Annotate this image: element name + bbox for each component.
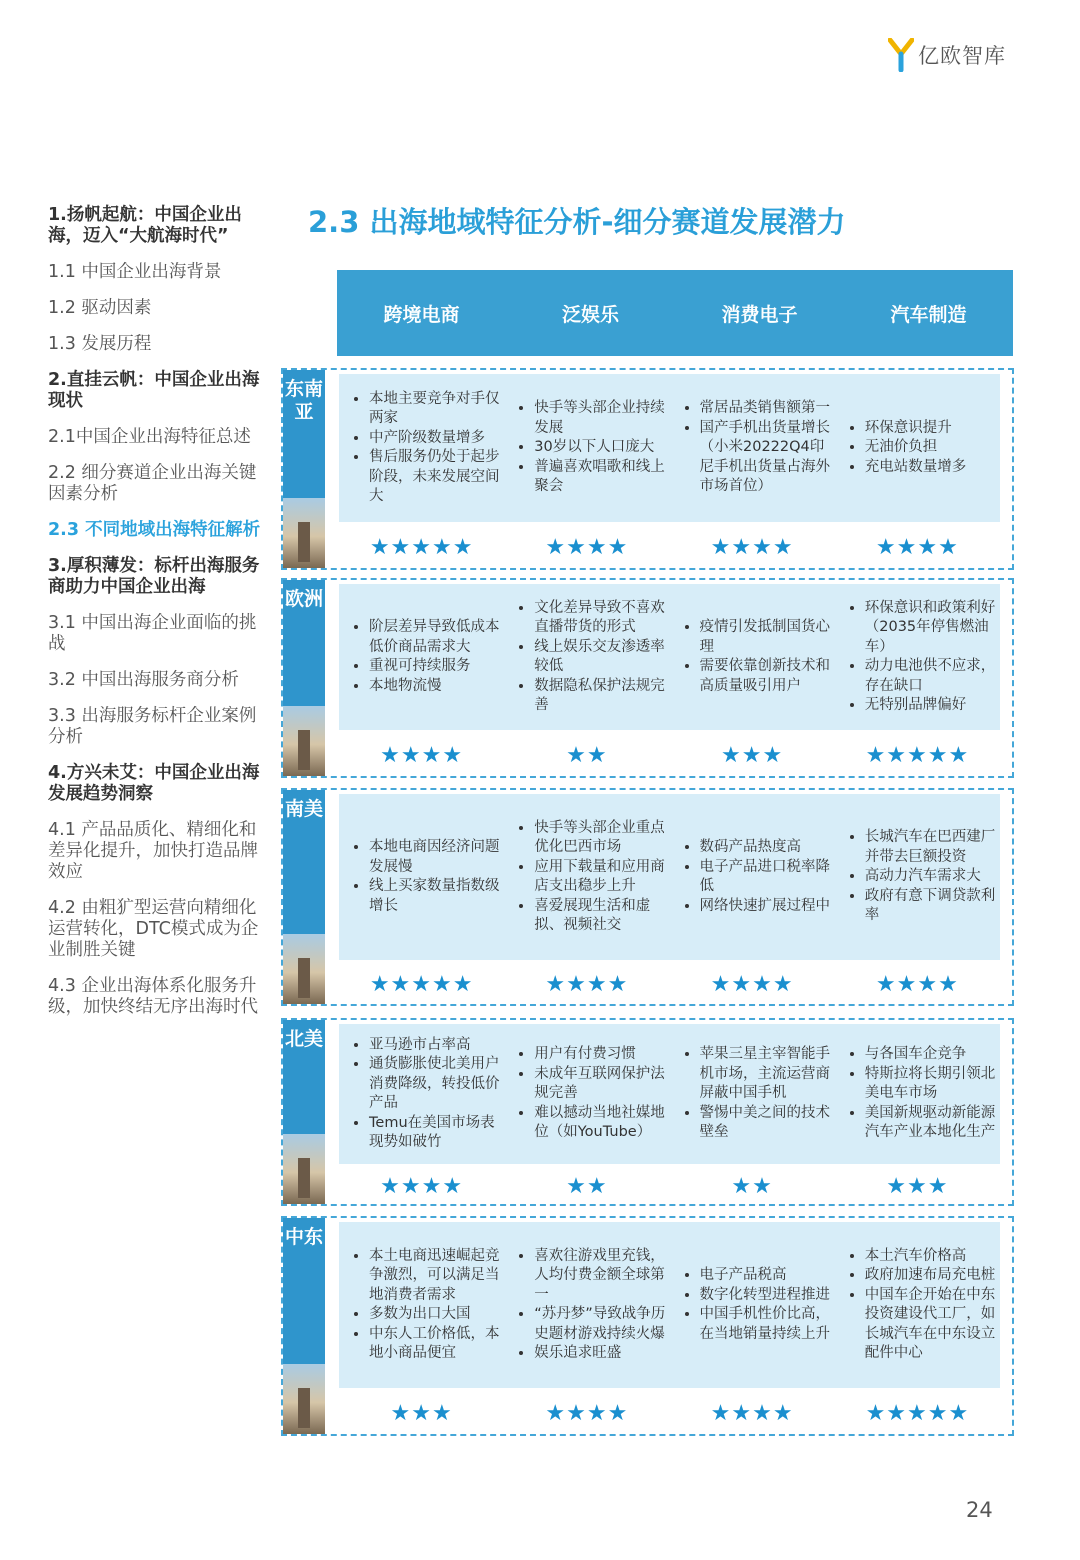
star-rating: ★★★★ bbox=[710, 1400, 794, 1426]
column-header: 跨境电商 bbox=[383, 303, 460, 326]
page-title: 2.3 出海地域特征分析-细分赛道发展潜力 bbox=[308, 205, 846, 239]
feature-bullet: • 中产阶级数量增多 bbox=[369, 429, 500, 449]
toc-item[interactable]: 2.3 不同地域出海特征解析 bbox=[48, 520, 261, 540]
feature-cell bbox=[339, 584, 504, 730]
rating-row bbox=[339, 526, 1000, 568]
table-of-contents bbox=[48, 205, 263, 1033]
star-rating: ★★★ bbox=[886, 1173, 949, 1199]
brand-logo bbox=[888, 38, 1006, 72]
feature-cell bbox=[670, 584, 835, 730]
toc-item[interactable]: 1.扬帆起航：中国企业出海，迈入“大航海时代” bbox=[48, 205, 242, 246]
toc-item[interactable]: 4.方兴未艾：中国企业出海发展趋势洞察 bbox=[48, 763, 260, 804]
feature-cell bbox=[339, 1024, 504, 1164]
feature-bullet: • 中国手机性价比高，在当地销量持续上升 bbox=[700, 1305, 831, 1344]
region-block bbox=[281, 788, 1014, 1006]
region-label bbox=[283, 790, 325, 1004]
toc-item[interactable]: 3.3 出海服务标杆企业案例分析 bbox=[48, 706, 257, 747]
feature-cell bbox=[835, 584, 1000, 730]
feature-bullet: • 难以撼动当地社媒地位（如YouTube） bbox=[534, 1104, 665, 1143]
feature-bullet: • 与各国车企竞争 bbox=[865, 1045, 996, 1065]
feature-cell bbox=[504, 584, 669, 730]
feature-cell bbox=[835, 1024, 1000, 1164]
star-rating: ★★ bbox=[566, 742, 608, 768]
toc-item[interactable]: 3.1 中国出海企业面临的挑战 bbox=[48, 613, 257, 654]
feature-bullet: • 通货膨胀使北美用户消费降级，转投低价产品 bbox=[369, 1055, 500, 1114]
feature-bullet: • 快手等头部企业重点优化巴西市场 bbox=[534, 819, 665, 858]
feature-bullet: • 30岁以下人口庞大 bbox=[534, 438, 665, 458]
feature-bullet: • 数字化转型进程推进 bbox=[700, 1286, 831, 1306]
star-rating: ★★★★★ bbox=[865, 1400, 970, 1426]
feature-bullet: • “苏丹梦”导致战争历史题材游戏持续火爆 bbox=[534, 1305, 665, 1344]
feature-bullet: • 喜爱展现生活和虚拟、视频社交 bbox=[534, 897, 665, 936]
feature-bullet: • 中东人工价格低，本地小商品便宜 bbox=[369, 1325, 500, 1364]
feature-bullet: • 快手等头部企业持续发展 bbox=[534, 399, 665, 438]
feature-bullet: • 无油价负担 bbox=[865, 438, 967, 458]
region-name: 南美 bbox=[284, 798, 323, 820]
feature-bullet: • 本土电商迅速崛起竞争激烈，可以满足当地消费者需求 bbox=[369, 1247, 500, 1306]
feature-cell bbox=[339, 1222, 504, 1388]
feature-cell bbox=[504, 794, 669, 960]
feature-cell bbox=[670, 374, 835, 522]
feature-bullet: • 本土汽车价格高 bbox=[865, 1247, 996, 1267]
feature-bullet: • 中国车企开始在中东投资建设代工厂，如长城汽车在中东设立配件中心 bbox=[865, 1286, 996, 1364]
feature-cell bbox=[670, 794, 835, 960]
feature-bullet: • 充电站数量增多 bbox=[865, 458, 967, 478]
feature-bullet: • 喜欢往游戏里充钱，人均付费金额全球第一 bbox=[534, 1247, 665, 1306]
star-rating: ★★ bbox=[566, 1173, 608, 1199]
toc-item[interactable]: 3.2 中国出海服务商分析 bbox=[48, 670, 239, 690]
region-name: 东南亚 bbox=[284, 378, 323, 423]
landmark-image bbox=[283, 706, 325, 776]
star-rating: ★★★★★ bbox=[865, 742, 970, 768]
region-name: 中东 bbox=[284, 1226, 323, 1248]
feature-cell bbox=[339, 794, 504, 960]
feature-bullet: • 重视可持续服务 bbox=[369, 657, 500, 677]
logo-mark-icon bbox=[888, 38, 914, 72]
star-rating: ★★★★ bbox=[710, 534, 794, 560]
toc-item[interactable]: 4.2 由粗犷型运营向精细化运营转化，DTC模式成为企业制胜关键 bbox=[48, 898, 259, 960]
feature-bullet: • 疫情引发抵制国货心理 bbox=[700, 618, 831, 657]
toc-item[interactable]: 3.厚积薄发：标杆出海服务商助力中国企业出海 bbox=[48, 556, 260, 597]
feature-bullet: • 本地物流慢 bbox=[369, 677, 500, 697]
feature-cell bbox=[339, 374, 504, 522]
region-name: 欧洲 bbox=[284, 588, 323, 610]
feature-bullet: • 警惕中美之间的技术壁垒 bbox=[700, 1104, 831, 1143]
feature-bullet: • 本地主要竞争对手仅两家 bbox=[369, 390, 500, 429]
feature-cell bbox=[504, 1024, 669, 1164]
column-header: 汽车制造 bbox=[890, 303, 967, 326]
feature-cell bbox=[835, 1222, 1000, 1388]
feature-bullet: • 未成年互联网保护法规完善 bbox=[534, 1065, 665, 1104]
feature-bullet: • 电子产品税高 bbox=[700, 1266, 831, 1286]
toc-item[interactable]: 4.1 产品品质化、精细化和差异化提升，加快打造品牌效应 bbox=[48, 820, 258, 882]
feature-bullet: • 多数为出口大国 bbox=[369, 1305, 500, 1325]
star-rating: ★★★ bbox=[390, 1400, 453, 1426]
star-rating: ★★★★ bbox=[875, 971, 959, 997]
feature-bullet: • 特斯拉将长期引领北美电车市场 bbox=[865, 1065, 996, 1104]
star-rating: ★★★★★ bbox=[369, 534, 474, 560]
feature-bullet: • 数据隐私保护法规完善 bbox=[534, 677, 665, 716]
star-rating: ★★ bbox=[731, 1173, 773, 1199]
feature-bullet: • 本地电商因经济问题发展慢 bbox=[369, 838, 500, 877]
region-block bbox=[281, 578, 1014, 778]
feature-bullet: • 电子产品进口税率降低 bbox=[700, 858, 831, 897]
feature-bullet: • 网络快速扩展过程中 bbox=[700, 897, 831, 917]
feature-bullet: • 常居品类销售额第一 bbox=[700, 399, 831, 419]
feature-cell bbox=[835, 374, 1000, 522]
star-rating: ★★★★ bbox=[545, 1400, 629, 1426]
region-content bbox=[339, 584, 1000, 730]
feature-bullet: • 线上买家数量指数级增长 bbox=[369, 877, 500, 916]
landmark-image bbox=[283, 1364, 325, 1434]
feature-bullet: • 应用下载量和应用商店支出稳步上升 bbox=[534, 858, 665, 897]
rating-row bbox=[339, 1168, 1000, 1204]
star-rating: ★★★★ bbox=[380, 742, 464, 768]
feature-cell bbox=[504, 1222, 669, 1388]
toc-item[interactable]: 2.直挂云帆：中国企业出海现状 bbox=[48, 370, 260, 411]
region-content bbox=[339, 794, 1000, 960]
rating-row bbox=[339, 1392, 1000, 1434]
star-rating: ★★★★ bbox=[545, 971, 629, 997]
feature-cell bbox=[504, 374, 669, 522]
rating-row bbox=[339, 734, 1000, 776]
region-block bbox=[281, 1018, 1014, 1206]
feature-bullet: • 线上娱乐交友渗透率较低 bbox=[534, 638, 665, 677]
region-content bbox=[339, 1024, 1000, 1164]
feature-cell bbox=[670, 1024, 835, 1164]
column-header: 消费电子 bbox=[721, 303, 798, 326]
region-label bbox=[283, 1218, 325, 1434]
feature-bullet: • 普遍喜欢唱歌和线上聚会 bbox=[534, 458, 665, 497]
page-number: 24 bbox=[966, 1498, 993, 1522]
feature-bullet: • 环保意识和政策利好（2035年停售燃油车） bbox=[865, 599, 996, 658]
star-rating: ★★★★ bbox=[875, 534, 959, 560]
brand-name: 亿欧智库 bbox=[918, 44, 1006, 68]
star-rating: ★★★★ bbox=[545, 534, 629, 560]
rating-row bbox=[339, 964, 1000, 1004]
feature-bullet: • 娱乐追求旺盛 bbox=[534, 1344, 665, 1364]
feature-bullet: • 售后服务仍处于起步阶段，未来发展空间大 bbox=[369, 448, 500, 507]
region-block bbox=[281, 1216, 1014, 1436]
toc-item[interactable]: 1.2 驱动因素 bbox=[48, 298, 152, 318]
region-name: 北美 bbox=[284, 1028, 323, 1050]
feature-bullet: • 长城汽车在巴西建厂并带去巨额投资 bbox=[865, 828, 996, 867]
landmark-image bbox=[283, 934, 325, 1004]
region-block bbox=[281, 368, 1014, 570]
landmark-image bbox=[283, 498, 325, 568]
feature-bullet: • 美国新规驱动新能源汽车产业本地化生产 bbox=[865, 1104, 996, 1143]
star-rating: ★★★★ bbox=[710, 971, 794, 997]
feature-cell bbox=[835, 794, 1000, 960]
feature-bullet: • 动力电池供不应求，存在缺口 bbox=[865, 657, 996, 696]
feature-bullet: • 亚马逊市占率高 bbox=[369, 1036, 500, 1056]
landmark-image bbox=[283, 1134, 325, 1204]
region-label bbox=[283, 1020, 325, 1204]
feature-cell bbox=[670, 1222, 835, 1388]
toc-item[interactable]: 2.2 细分赛道企业出海关键因素分析 bbox=[48, 463, 257, 504]
toc-item[interactable]: 1.1 中国企业出海背景 bbox=[48, 262, 222, 282]
feature-bullet: • 苹果三星主宰智能手机市场，主流运营商屏蔽中国手机 bbox=[700, 1045, 831, 1104]
star-rating: ★★★★ bbox=[380, 1173, 464, 1199]
region-content bbox=[339, 374, 1000, 522]
feature-bullet: • 阶层差异导致低成本低价商品需求大 bbox=[369, 618, 500, 657]
feature-bullet: • Temu在美国市场表现势如破竹 bbox=[369, 1114, 500, 1153]
star-rating: ★★★★★ bbox=[369, 971, 474, 997]
feature-bullet: • 国产手机出货量增长（小米20222Q4印尼手机出货量占海外市场首位） bbox=[700, 419, 831, 497]
column-header-row bbox=[337, 270, 1013, 356]
feature-bullet: • 数码产品热度高 bbox=[700, 838, 831, 858]
star-rating: ★★★ bbox=[721, 742, 784, 768]
feature-bullet: • 政府加速布局充电桩 bbox=[865, 1266, 996, 1286]
feature-bullet: • 文化差异导致不喜欢直播带货的形式 bbox=[534, 599, 665, 638]
feature-bullet: • 环保意识提升 bbox=[865, 419, 967, 439]
region-label bbox=[283, 370, 325, 568]
feature-bullet: • 政府有意下调贷款利率 bbox=[865, 887, 996, 926]
toc-item[interactable]: 4.3 企业出海体系化服务升级，加快终结无序出海时代 bbox=[48, 976, 258, 1017]
feature-bullet: • 用户有付费习惯 bbox=[534, 1045, 665, 1065]
feature-bullet: • 高动力汽车需求大 bbox=[865, 867, 996, 887]
toc-item[interactable]: 1.3 发展历程 bbox=[48, 334, 152, 354]
region-content bbox=[339, 1222, 1000, 1388]
column-header: 泛娱乐 bbox=[561, 303, 619, 326]
toc-item[interactable]: 2.1中国企业出海特征总述 bbox=[48, 427, 251, 447]
feature-bullet: • 需要依靠创新技术和高质量吸引用户 bbox=[700, 657, 831, 696]
region-label bbox=[283, 580, 325, 776]
feature-bullet: • 无特别品牌偏好 bbox=[865, 696, 996, 716]
